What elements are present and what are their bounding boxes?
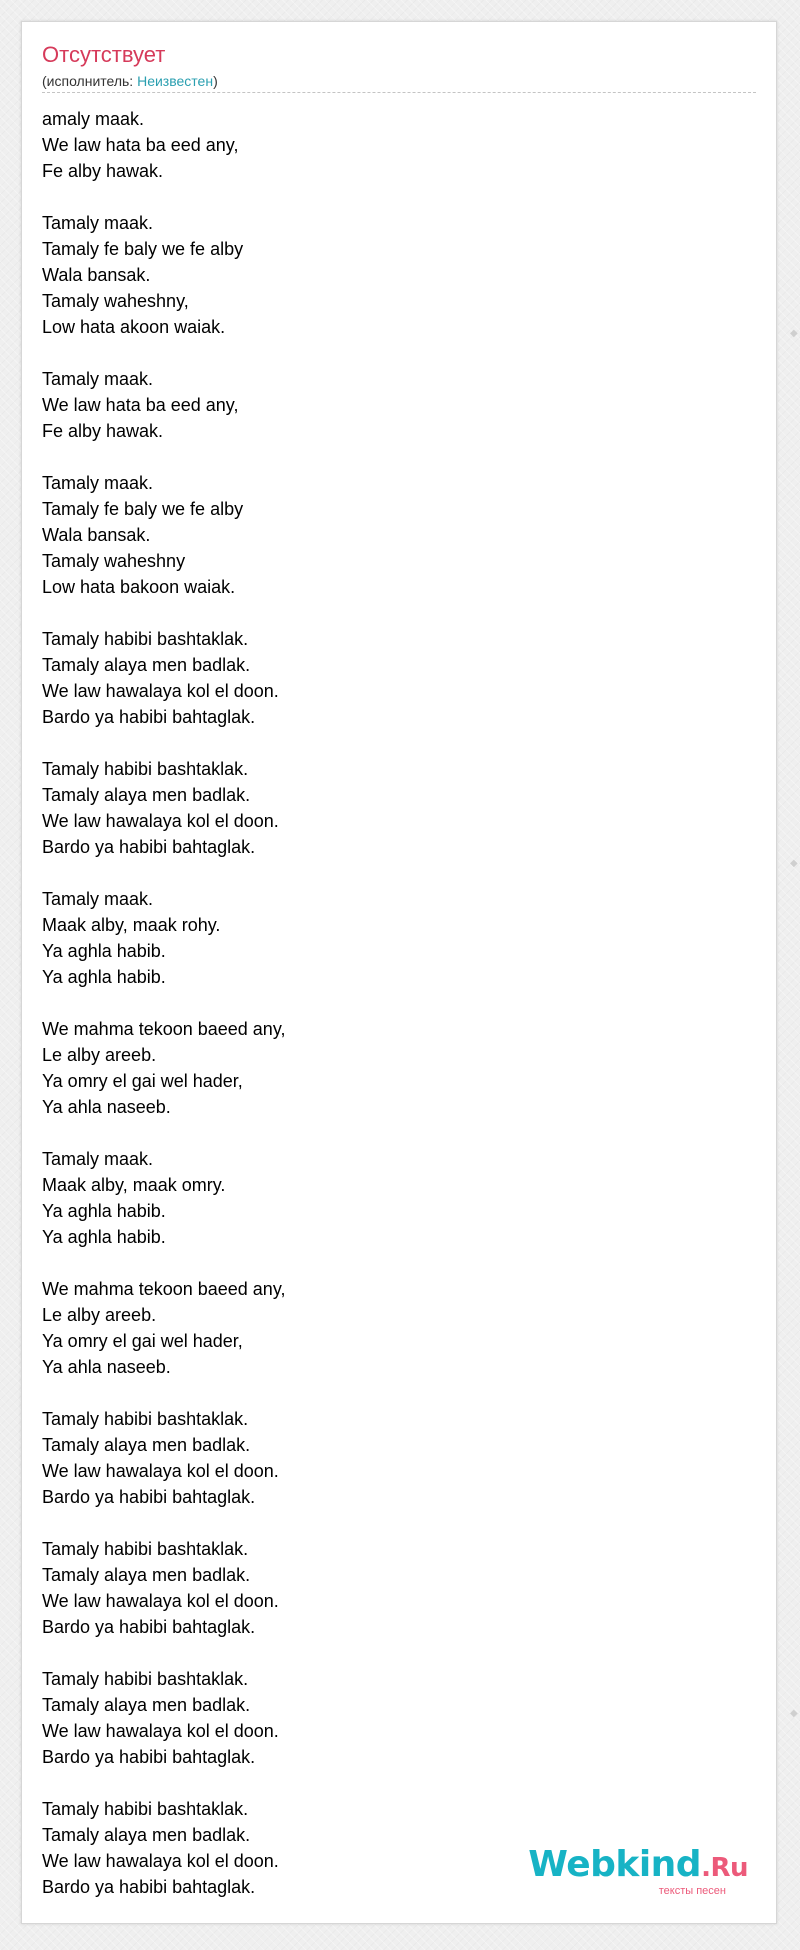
lyric-line: Tamaly maak. <box>42 889 154 909</box>
lyric-line: We mahma tekoon baeed any, <box>42 1279 286 1299</box>
lyric-line: We law hawalaya kol el doon. <box>42 1851 279 1871</box>
lyric-line: Tamaly waheshny, <box>42 291 189 311</box>
lyric-line: Tamaly maak. <box>42 473 154 493</box>
lyric-line: Le alby areeb. <box>42 1045 157 1065</box>
stanza-gap <box>42 860 742 886</box>
lyric-line: Tamaly habibi bashtaklak. <box>42 1539 249 1559</box>
logo-tagline: тексты песен <box>658 1885 726 1897</box>
stanza-gap <box>42 184 742 210</box>
lyric-line: Tamaly maak. <box>42 369 154 389</box>
lyric-line: Wala bansak. <box>42 265 151 285</box>
lyric-line: Tamaly waheshny <box>42 551 186 571</box>
lyric-line: Maak alby, maak rohy. <box>42 915 221 935</box>
lyric-line: Ya aghla habib. <box>42 941 166 961</box>
lyric-line: Fe alby hawak. <box>42 161 164 181</box>
lyric-line: We law hawalaya kol el doon. <box>42 1461 279 1481</box>
stanza-gap <box>42 990 742 1016</box>
lyric-line: Ya ahla naseeb. <box>42 1357 171 1377</box>
edge-decoration: ◆ <box>790 1708 798 1719</box>
artist-line <box>42 72 218 90</box>
lyric-line: Fe alby hawak. <box>42 421 164 441</box>
lyric-line: Bardo ya habibi bahtaglak. <box>42 837 256 857</box>
lyric-line: Le alby areeb. <box>42 1305 157 1325</box>
lyric-line: Ya aghla habib. <box>42 1201 166 1221</box>
lyric-line: Bardo ya habibi bahtaglak. <box>42 1877 256 1897</box>
song-title: Отсутствует <box>42 42 166 67</box>
stanza-gap <box>42 600 742 626</box>
stanza-gap <box>42 1640 742 1666</box>
lyric-line: Tamaly fe baly we fe alby <box>42 239 244 259</box>
lyric-line: Ya ahla naseeb. <box>42 1097 171 1117</box>
lyric-line: Tamaly maak. <box>42 1149 154 1169</box>
lyric-line: Low hata akoon waiak. <box>42 317 226 337</box>
lyric-line: Tamaly alaya men badlak. <box>42 1565 251 1585</box>
lyric-line: Ya omry el gai wel hader, <box>42 1071 243 1091</box>
stanza-gap <box>42 1250 742 1276</box>
artist-prefix: (исполнитель: <box>42 73 138 89</box>
lyric-line: Ya aghla habib. <box>42 967 166 987</box>
lyric-line: Bardo ya habibi bahtaglak. <box>42 707 256 727</box>
lyric-line: Tamaly maak. <box>42 213 154 233</box>
lyric-line: Bardo ya habibi bahtaglak. <box>42 1487 256 1507</box>
lyric-line: Tamaly habibi bashtaklak. <box>42 759 249 779</box>
lyric-line: We law hata ba eed any, <box>42 395 239 415</box>
lyric-line: We law hawalaya kol el doon. <box>42 811 279 831</box>
site-logo[interactable] <box>528 1846 748 1897</box>
lyric-line: Tamaly habibi bashtaklak. <box>42 1409 249 1429</box>
stanza-gap <box>42 1120 742 1146</box>
logo-domain: .Ru <box>701 1853 748 1883</box>
lyric-line: Maak alby, maak omry. <box>42 1175 226 1195</box>
lyric-line: Ya aghla habib. <box>42 1227 166 1247</box>
lyrics-card <box>21 21 777 1924</box>
edge-decoration: ◆ <box>790 328 798 339</box>
lyric-line: Tamaly alaya men badlak. <box>42 1825 251 1845</box>
stanza-gap <box>42 1380 742 1406</box>
stanza-gap <box>42 340 742 366</box>
edge-decoration: ◆ <box>790 858 798 869</box>
lyric-line: amaly maak. <box>42 109 145 129</box>
lyric-line: We law hawalaya kol el doon. <box>42 681 279 701</box>
logo-wordmark <box>528 1846 748 1887</box>
lyric-line: Wala bansak. <box>42 525 151 545</box>
lyric-line: We mahma tekoon baeed any, <box>42 1019 286 1039</box>
lyrics-text <box>42 106 742 1900</box>
lyric-line: We law hawalaya kol el doon. <box>42 1721 279 1741</box>
artist-suffix: ) <box>213 73 218 89</box>
lyric-line: Tamaly habibi bashtaklak. <box>42 1669 249 1689</box>
lyric-line: Tamaly fe baly we fe alby <box>42 499 244 519</box>
lyric-line: Bardo ya habibi bahtaglak. <box>42 1747 256 1767</box>
artist-link[interactable]: Неизвестен <box>137 73 214 89</box>
stanza-gap <box>42 1510 742 1536</box>
logo-word: Webkind <box>528 1844 702 1885</box>
stanza-gap <box>42 444 742 470</box>
lyric-line: Tamaly alaya men badlak. <box>42 1695 251 1715</box>
lyric-line: Ya omry el gai wel hader, <box>42 1331 243 1351</box>
lyric-line: Tamaly alaya men badlak. <box>42 1435 251 1455</box>
lyric-line: Tamaly habibi bashtaklak. <box>42 629 249 649</box>
lyric-line: Low hata bakoon waiak. <box>42 577 236 597</box>
lyric-line: Tamaly habibi bashtaklak. <box>42 1799 249 1819</box>
lyric-line: We law hata ba eed any, <box>42 135 239 155</box>
lyric-line: Tamaly alaya men badlak. <box>42 655 251 675</box>
lyric-line: We law hawalaya kol el doon. <box>42 1591 279 1611</box>
lyric-line: Tamaly alaya men badlak. <box>42 785 251 805</box>
lyric-line: Bardo ya habibi bahtaglak. <box>42 1617 256 1637</box>
title-divider <box>42 92 756 93</box>
stanza-gap <box>42 1770 742 1796</box>
stanza-gap <box>42 730 742 756</box>
